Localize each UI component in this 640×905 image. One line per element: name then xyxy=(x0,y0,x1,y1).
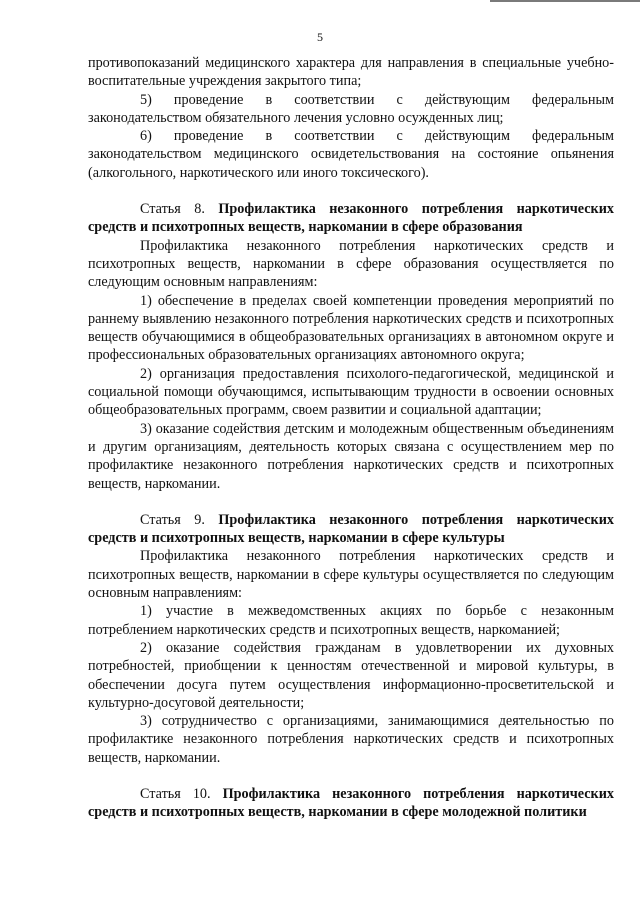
article-number: Статья 10. xyxy=(140,785,211,802)
paragraph: 5) проведение в соответствии с действующим федеральным законодательством обязательного лечения условно осужденных лиц; xyxy=(88,91,614,126)
article-number: Статья 9. xyxy=(140,511,205,528)
paragraph: 1) обеспечение в пределах своей компетенции проведения мероприятий по раннему выявлению незаконного потребления наркотических средств и психотропных веществ обучающимися в общеобразовательных организациях в автономном округе и профессиональных образовательных организациях автономного округа; xyxy=(88,292,614,364)
page-number: 5 xyxy=(317,30,323,44)
paragraph: Профилактика незаконного потребления наркотических средств и психотропных веществ, наркомании в сфере культуры осуществляется по следующим основным направлениям: xyxy=(88,548,614,602)
paragraph: 2) оказание содействия гражданам в удовлетворении их духовных потребностей, приобщении к ценностям отечественной и мировой культуры, в обеспечении досуга путем осуществления информационно-просветительской и культурно-досуговой деятельности; xyxy=(88,639,614,711)
article-title: Профилактика незаконного потребления наркотических средств и психотропных веществ, наркомании в сфере молодежной политики xyxy=(88,785,614,821)
paragraph: 3) оказание содействия детским и молодежным общественным объединениям и другим организациям, деятельность которых связана с осуществлением мер по профилактике незаконного потребления наркотических средств и психотропных веществ, наркомании. xyxy=(88,420,614,492)
article-heading xyxy=(88,200,614,237)
article-title: Профилактика незаконного потребления наркотических средств и психотропных веществ, наркомании в сфере образования xyxy=(88,201,615,236)
paragraph: 3) сотрудничество с организациями, занимающимися деятельностью по профилактике незаконного потребления наркотических средств и психотропных веществ, наркомании. xyxy=(88,713,614,766)
paragraph: 1) участие в межведомственных акциях по борьбе с незаконным потреблением наркотических средств и психотропных веществ, наркоманией; xyxy=(88,603,614,638)
scan-edge-line xyxy=(490,0,640,2)
document-body xyxy=(88,54,614,822)
article-heading xyxy=(88,785,614,822)
paragraph: 2) организация предоставления психолого-педагогической, медицинской и социальной помощи обучающимся, испытывающим трудности в освоении основных общеобразовательных программ, своем развитии и социальной адаптации; xyxy=(88,365,614,419)
paragraph: противопоказаний медицинского характера для направления в специальные учебно-воспитательные учреждения закрытого типа; xyxy=(88,55,614,90)
paragraph: Профилактика незаконного потребления наркотических средств и психотропных веществ, наркомании в сфере образования осуществляется по следующим основным направлениям: xyxy=(88,237,614,291)
article-number: Статья 8. xyxy=(140,201,205,218)
article-heading xyxy=(88,511,614,548)
article-title: Профилактика незаконного потребления наркотических средств и психотропных веществ, наркомании в сфере культуры xyxy=(88,511,615,547)
paragraph: 6) проведение в соответствии с действующим федеральным законодательством медицинского освидетельствования на состояние опьянения (алкогольного, наркотического или иного токсического). xyxy=(88,128,614,181)
